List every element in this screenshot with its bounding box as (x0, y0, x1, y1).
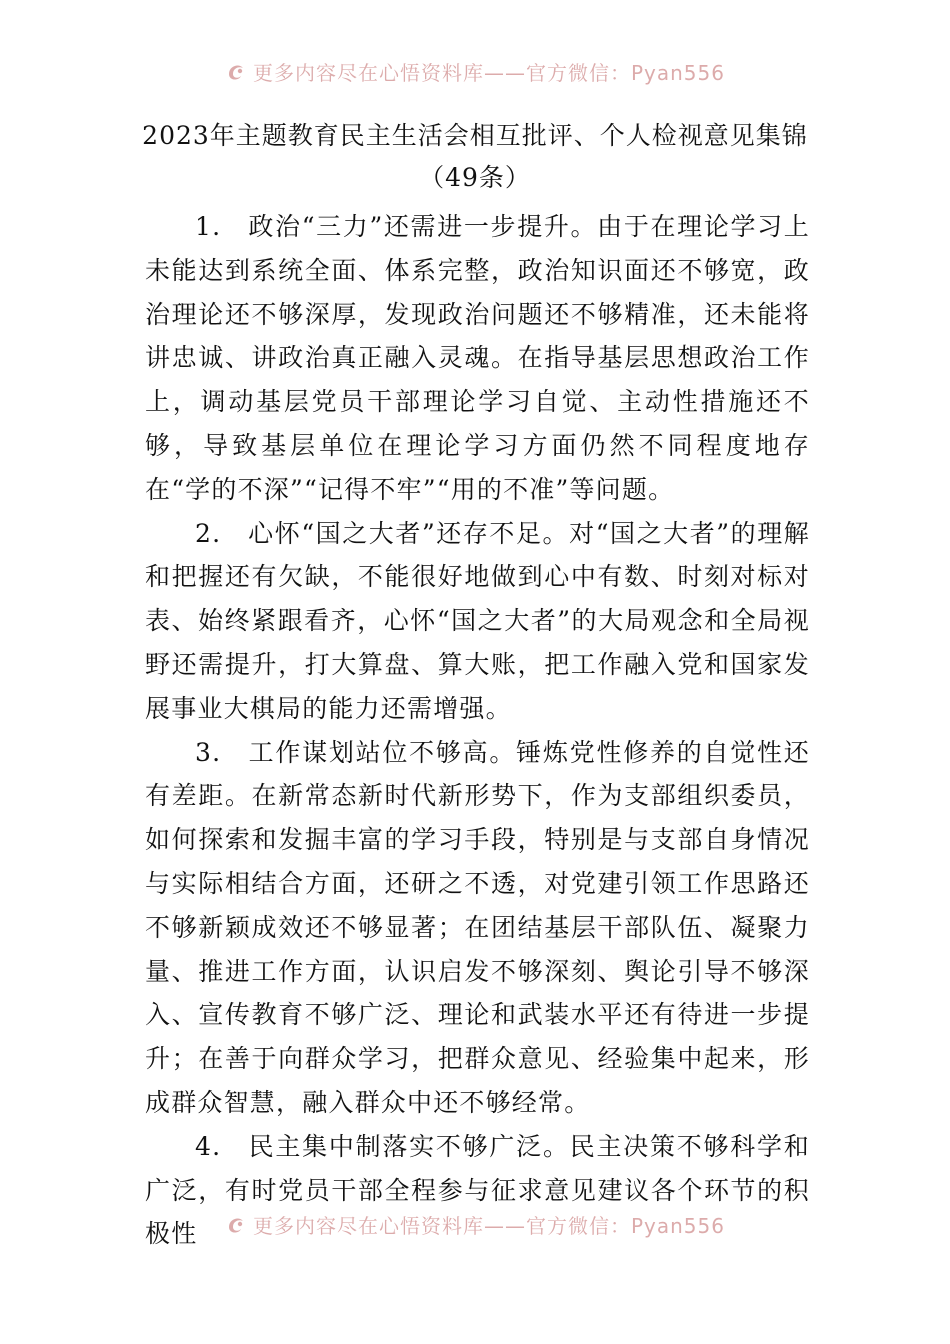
document-body (145, 205, 810, 1256)
document-subtitle: （49条） (419, 163, 531, 192)
brand-logo-icon (225, 1213, 247, 1235)
watermark-top (0, 54, 950, 88)
paragraph: 3. 工作谋划站位不够高。锤炼党性修养的自觉性还有差距。在新常态新时代新形势下，作为支部组织委员，如何探索和发掘丰富的学习手段，特别是与支部自身情况与实际相结合方面，还研之不透，对党建引领工作思路还不够新颖成效还不够显著；在团结基层干部队伍、凝聚力量、推进工作方面，认识启发不够深刻、舆论引导不够深入、宣传教育不够广泛、理论和武装水平还有待进一步提升；在善于向群众学习，把群众意见、经验集中起来，形成群众智慧，融入群众中还不够经常。 (145, 737, 810, 1117)
watermark-text: 更多内容尽在心悟资料库——官方微信：Pyan556 (252, 60, 725, 85)
paragraph: 2. 心怀“国之大者”还存不足。对“国之大者”的理解和把握还有欠缺，不能很好地做到心中有数、时刻对标对表、始终紧跟看齐，心怀“国之大者”的大局观念和全局视野还需提升，打大算盘、算大账，把工作融入党和国家发展事业大棋局的能力还需增强。 (145, 518, 810, 723)
brand-logo-icon (225, 60, 247, 82)
paragraph: 4. 民主集中制落实不够广泛。民主决策不够科学和广泛，有时党员干部全程参与征求意见建议各个环节的积极性 (145, 1131, 810, 1249)
document-title: 2023年主题教育民主生活会相互批评、个人检视意见集锦 (142, 121, 808, 150)
paragraph: 1. 政治“三力”还需进一步提升。由于在理论学习上未能达到系统全面、体系完整，政治知识面还不够宽，政治理论还不够深厚，发现政治问题还不够精准，还未能将讲忠诚、讲政治真正融入灵魂。在指导基层思想政治工作上，调动基层党员干部理论学习自觉、主动性措施还不够，导致基层单位在理论学习方面仍然不同程度地存在“学的不深”“记得不牢”“用的不准”等问题。 (145, 212, 810, 504)
watermark-bottom (0, 1207, 950, 1241)
watermark-text: 更多内容尽在心悟资料库——官方微信：Pyan556 (252, 1213, 725, 1238)
